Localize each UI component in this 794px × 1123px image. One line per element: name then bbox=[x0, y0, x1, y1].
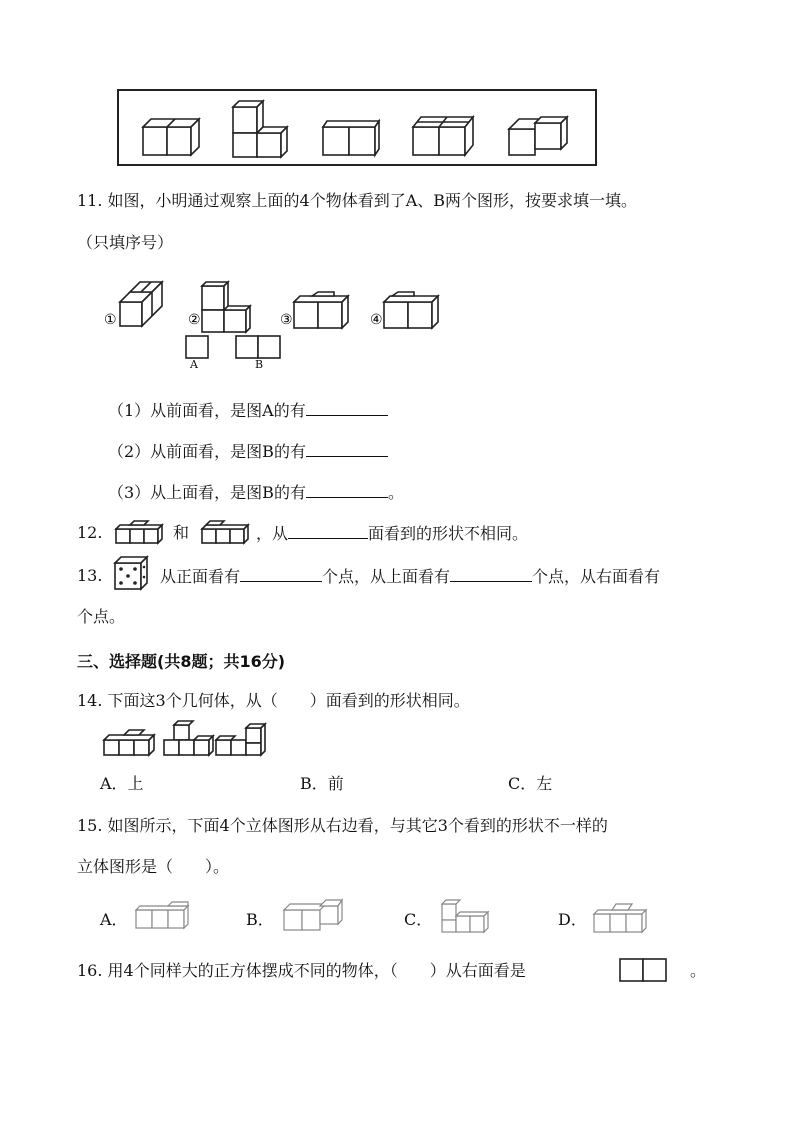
q11-number: 11. bbox=[77, 191, 103, 210]
q15-number: 15. bbox=[77, 816, 103, 835]
q14-option-c[interactable]: C．左 bbox=[508, 774, 553, 793]
q12-text-b: 面看到的形状不相同。 bbox=[368, 524, 529, 543]
top-figure-box bbox=[117, 89, 597, 166]
q14-option-b[interactable]: B．前 bbox=[300, 774, 344, 793]
q15-option-c[interactable]: C． bbox=[404, 910, 433, 929]
q13-text-b: 个点，从上面看有 bbox=[322, 567, 451, 586]
cube-figures-illustration bbox=[119, 91, 595, 164]
q11-sub3 bbox=[108, 482, 404, 503]
q11-note: （只填序号） bbox=[77, 233, 174, 252]
q13-text-c: 个点，从右面看有 bbox=[532, 567, 661, 586]
shape-b-right bbox=[258, 336, 280, 358]
q11-sub1-text: （1）从前面看，是图A的有 bbox=[108, 401, 306, 420]
label-2: ② bbox=[188, 312, 201, 328]
shape-a bbox=[186, 336, 208, 358]
shape-b-label: B bbox=[255, 358, 264, 371]
q12-text bbox=[256, 523, 528, 544]
q15-option-b[interactable]: B． bbox=[246, 910, 274, 929]
q12-text-a: ，从 bbox=[256, 524, 289, 543]
shape-b-left bbox=[236, 336, 258, 358]
answer-blank[interactable] bbox=[306, 400, 388, 416]
q14-number: 14. bbox=[77, 691, 103, 710]
q16-stem bbox=[77, 961, 526, 981]
label-3: ③ bbox=[280, 312, 293, 328]
q11-text: 如图，小明通过观察上面的4个物体看到了A、B两个图形，按要求填一填。 bbox=[107, 191, 638, 210]
q13-text-a: 从正面看有 bbox=[160, 567, 241, 586]
label-4: ④ bbox=[370, 312, 383, 328]
q15-figure-b bbox=[282, 900, 344, 932]
q11-stem bbox=[77, 191, 637, 211]
q11-sub3-text: （3）从上面看，是图B的有 bbox=[108, 483, 306, 502]
q14-stem bbox=[77, 691, 470, 711]
dice-icon bbox=[113, 555, 149, 593]
q15-stem bbox=[77, 816, 608, 836]
q16-right-view-shape bbox=[619, 958, 667, 982]
q15-option-d[interactable]: D． bbox=[558, 910, 587, 929]
q15-figure-d bbox=[592, 902, 646, 934]
q11-sub2-text: （2）从前面看，是图B的有 bbox=[108, 442, 306, 461]
q15-text: 如图所示，下面4个立体图形从右边看，与其它3个看到的形状不一样的 bbox=[107, 816, 608, 835]
q16-number: 16. bbox=[77, 961, 103, 980]
q13-text-d: 个点。 bbox=[77, 607, 126, 626]
q11-sub3-end: 。 bbox=[387, 483, 404, 502]
q12-shape-b bbox=[200, 521, 250, 545]
q14-text: 下面这3个几何体，从（ ）面看到的形状相同。 bbox=[107, 691, 470, 710]
q14-figures bbox=[104, 720, 264, 760]
answer-blank[interactable] bbox=[306, 482, 388, 498]
section-3-title: 三、选择题(共8题；共16分) bbox=[77, 652, 286, 671]
q15-figure-c bbox=[440, 898, 490, 934]
q16-text-b: 。 bbox=[690, 961, 707, 980]
q15-text2: 立体图形是（ ）。 bbox=[77, 857, 230, 876]
q11-sub1 bbox=[108, 400, 388, 421]
q15-figure-a bbox=[132, 902, 188, 932]
q15-option-a[interactable]: A． bbox=[100, 910, 128, 929]
answer-blank[interactable] bbox=[450, 566, 532, 582]
q13-number: 13. bbox=[77, 566, 103, 585]
answer-blank[interactable] bbox=[306, 441, 388, 457]
q11-sub2 bbox=[108, 441, 388, 462]
q13-text bbox=[160, 566, 660, 587]
q12-number: 12. bbox=[77, 523, 103, 542]
q14-option-a[interactable]: A．上 bbox=[100, 774, 144, 793]
q16-text-a: 用4个同样大的正方体摆成不同的物体，（ ）从右面看是 bbox=[107, 961, 526, 980]
answer-blank[interactable] bbox=[288, 523, 368, 539]
q11-figures bbox=[104, 272, 444, 382]
shape-a-label: A bbox=[190, 358, 198, 371]
q12-and: 和 bbox=[173, 523, 190, 542]
q11-cube-figures bbox=[104, 272, 444, 382]
answer-blank[interactable] bbox=[240, 566, 322, 582]
q12-shape-a bbox=[114, 521, 164, 545]
label-1: ① bbox=[104, 312, 117, 328]
